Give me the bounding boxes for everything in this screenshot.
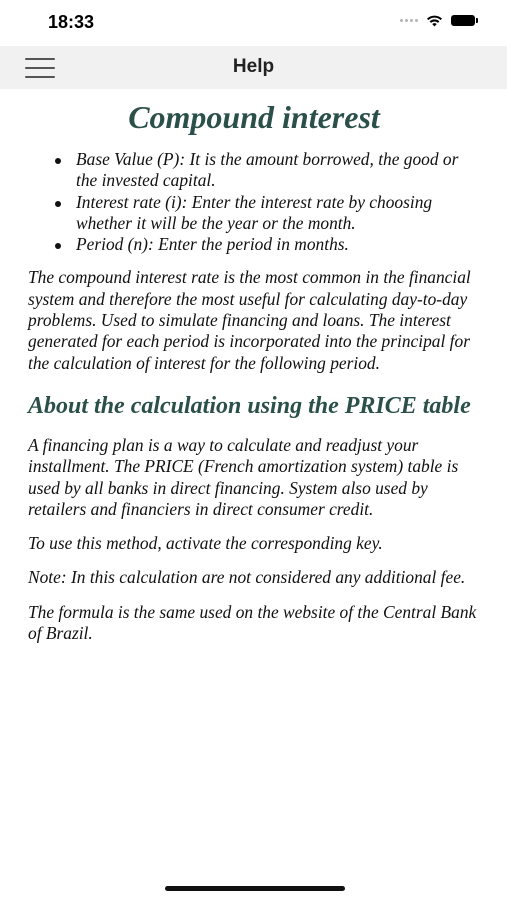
status-time: 18:33: [48, 12, 95, 32]
list-item: Period (n): Enter the period in months.: [76, 234, 480, 255]
section-title: About the calculation using the PRICE table: [28, 392, 471, 419]
paragraph: Note: In this calculation are not considered any additional fee.: [28, 567, 466, 588]
cellular-signal-icon: [400, 19, 418, 22]
wifi-icon: [426, 14, 443, 27]
page-title: Compound interest: [128, 99, 380, 135]
battery-icon: [451, 15, 475, 26]
paragraph: To use this method, activate the corresponding key.: [28, 533, 383, 554]
paragraph: The formula is the same used on the website of the Central Bank of Brazil.: [28, 601, 477, 644]
nav-title: Help: [232, 56, 275, 77]
list-item: Base Value (P): It is the amount borrowed, the good or the invested capital.: [76, 149, 480, 192]
paragraph: A financing plan is a way to calculate and readjust your installment. The PRICE (French amortization system) table is used by all banks in direct financing. System also used by retailers and financiers in direct consumer credit.: [28, 434, 459, 519]
parameter-list: [28, 149, 480, 255]
intro-paragraph: The compound interest rate is the most common in the financial system and therefore the most useful for calculating day-to-day problems. Used to simulate financing and loans. The interest generated for each period is incorporated into the principal for the calculation of interest for the following period.: [28, 267, 471, 373]
home-indicator[interactable]: [165, 886, 345, 891]
list-item: Interest rate (i): Enter the interest rate by choosing whether it will be the year or the month.: [76, 192, 480, 235]
navigation-bar: [0, 46, 507, 89]
status-icons: [400, 14, 475, 27]
status-bar: [0, 0, 507, 46]
help-content: [0, 89, 507, 657]
